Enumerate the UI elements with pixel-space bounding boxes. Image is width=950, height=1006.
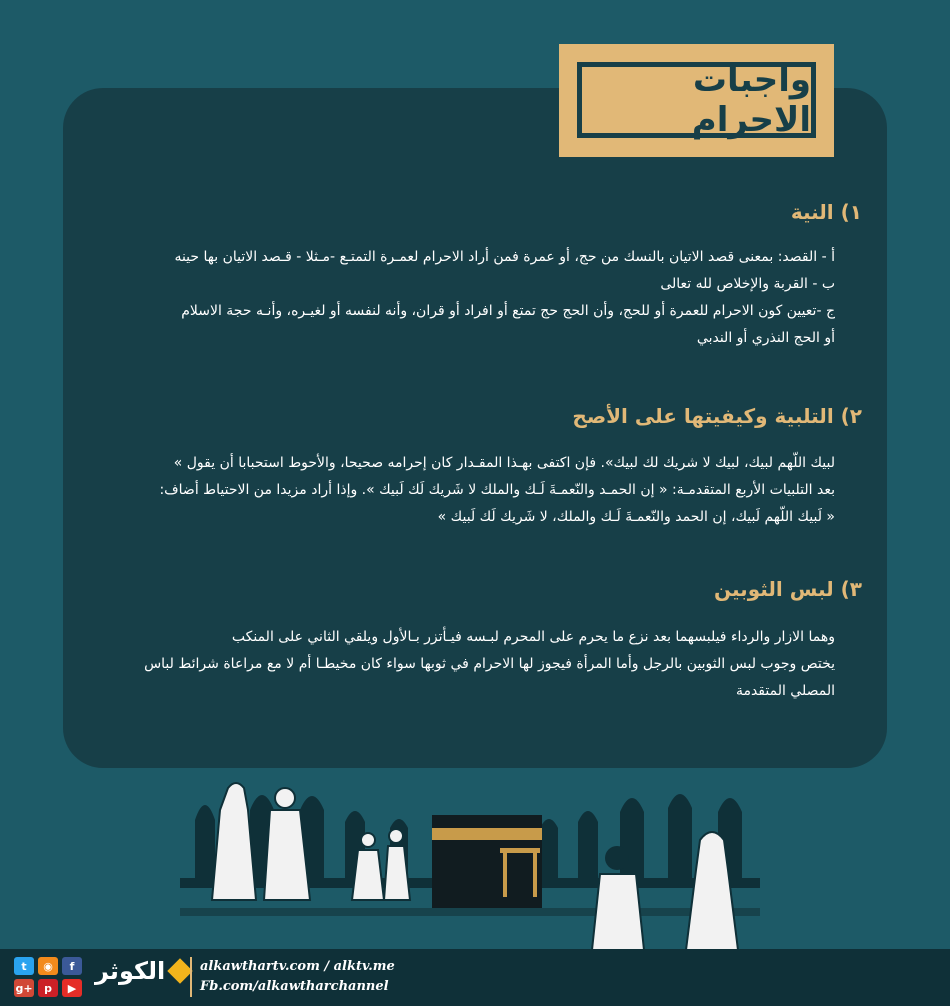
section-body-niyya (95, 244, 835, 352)
text-line: المصلي المتقدمة (735, 683, 835, 699)
text-line: أو الحج النذري أو الندبي (696, 330, 835, 346)
section-heading-thawbayn: ٣) لبس الثوبين (714, 577, 862, 601)
text-line: يختص وجوب لبس الثوبين بالرجل وأما المرأة فيجوز لها الاحرام في ثوبها سواء كان مخيطـا أم لا مع مراعاة شرائط لباس (144, 656, 835, 672)
section-body-thawbayn (95, 624, 835, 705)
section-heading-niyya: ١) النية (790, 200, 862, 224)
facebook-link[interactable]: Fb.com/alkawtharchannel (200, 979, 389, 994)
footer-links (200, 957, 395, 997)
title-box (577, 62, 816, 138)
text-line: ج -تعيين كون الاحرام للعمرة أو للحج، وأن الحج حج تمتع أو افراد أو قران، وأنه لنفسه أو لغيـره، وأنـه حجة الاسلام (181, 303, 835, 319)
social-icons (14, 957, 82, 997)
logo-text: الكوثر (95, 957, 166, 985)
page-title: واجبات الاحرام (691, 60, 811, 140)
youtube-icon[interactable]: ▶ (62, 979, 82, 997)
section-body-talbiya (95, 450, 835, 531)
rss-icon[interactable]: ◉ (38, 957, 58, 975)
section-heading-talbiya: ٢) التلبية وكيفيتها على الأصح (572, 404, 862, 428)
text-line: لبيك اللّهم لبيك، لبيك لا شريك لك لبيك». فإن اكتفى بهـذا المقـدار كان إحرامه صحيحا، والأحوط استحبابا أن يقول » (173, 455, 835, 471)
footer-divider (190, 957, 192, 997)
website-link[interactable]: alkawthartv.com / alktv.me (200, 959, 395, 974)
text-line: أ - القصد: بمعنى قصد الاتيان بالنسك من حج، أو عمرة فمن أراد الاحرام لعمـرة التمتـع -مـثلا - قـصد الاتيان بها حينه (174, 249, 835, 265)
text-line: ب - القربة والإخلاص لله تعالى (660, 276, 835, 292)
twitter-icon[interactable]: t (14, 957, 34, 975)
facebook-icon[interactable]: f (62, 957, 82, 975)
text-line: بعد التلبيات الأربع المتقدمـة: « إن الحمـد والنّعمـةَ لَـك والملك لا شَريك لَك لَبيك ». وإذا أراد مزيدا من الاحتياط أضاف: (159, 482, 835, 498)
pinterest-icon[interactable]: p (38, 979, 58, 997)
text-line: وهما الازار والرداء فيلبسهما بعد نزع ما يحرم على المحرم لبـسه فيـأتزر بـالأول ويلقي الثاني على المنكب (231, 629, 835, 645)
channel-logo[interactable] (95, 957, 189, 985)
title-frame (559, 44, 834, 157)
googleplus-icon[interactable]: g+ (14, 979, 34, 997)
text-line: « لَبيك اللّهم لَبيك، إن الحمد والنّعمـةَ لَـك والملك، لا شَريك لَك لَبيك » (437, 509, 835, 525)
footer-bar (0, 949, 950, 1006)
kaaba-pilgrims-illustration (0, 770, 950, 950)
